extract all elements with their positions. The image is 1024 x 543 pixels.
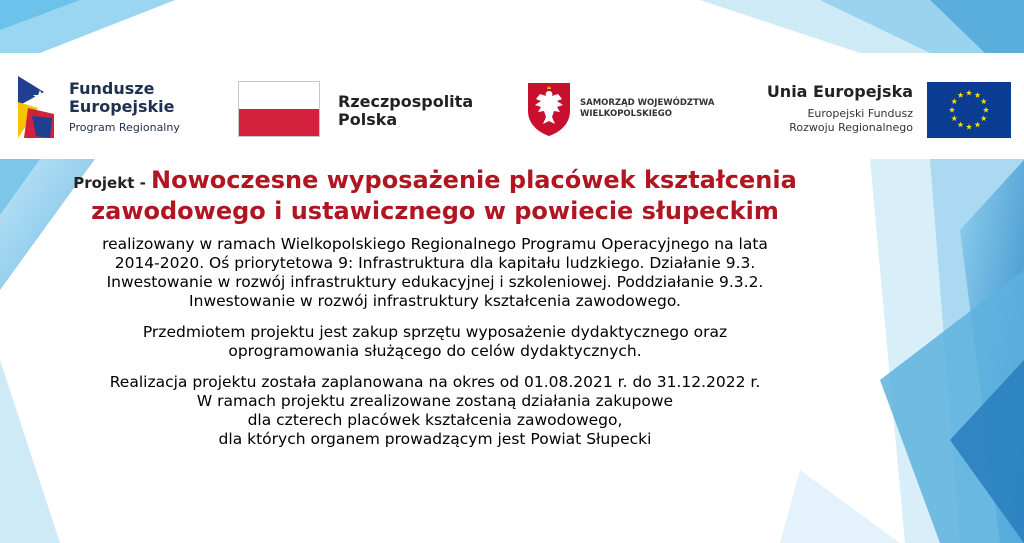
fundusze-line1: Fundusze bbox=[69, 79, 155, 98]
fundusze-line3: Program Regionalny bbox=[69, 121, 180, 134]
logo-strip bbox=[0, 53, 1024, 159]
fundusze-europejskie-emblem-icon bbox=[14, 72, 56, 142]
rzeczpospolita-line1: Rzeczpospolita bbox=[338, 92, 474, 111]
program-paragraph: realizowany w ramach Wielkopolskiego Regionalnego Programu Operacyjnego na lata 2014-2020. Oś priorytetowa 9: Infrastruktura dla kapitału ludzkiego. Działanie 9.3. Inwestowanie w rozwój infrastruktury edukacyjnej i szkoleniowej. Poddziałanie 9.3.2. Inwestowanie w rozwój infrastruktury kształcenia zawodowego. bbox=[102, 235, 768, 310]
samorzad-line1: SAMORZĄD WOJEWÓDZTWA bbox=[580, 98, 715, 108]
project-description bbox=[70, 166, 800, 461]
timeline-paragraph: Realizacja projektu została zaplanowana na okres od 01.08.2021 r. do 31.12.2022 r. W ramach projektu zrealizowane zostaną działania zakupowe dla czterech placówek kształcenia zawodowego, dla których organem prowadzącym jest Powiat Słupecki bbox=[109, 373, 761, 448]
project-title-line2: zawodowego i ustawicznego w powiecie słupeckim bbox=[91, 197, 779, 225]
fundusze-europejskie-logo bbox=[14, 72, 204, 142]
unia-europejska-logo bbox=[748, 77, 1014, 143]
samorzad-line2: WIELKOPOLSKIEGO bbox=[580, 109, 672, 119]
unia-europejska-sub1: Europejski Fundusz bbox=[807, 107, 913, 120]
subject-paragraph: Przedmiotem projektu jest zakup sprzętu wyposażenie dydaktycznego oraz oprogramowania służącego do celów dydaktycznych. bbox=[142, 323, 728, 360]
unia-europejska-title: Unia Europejska bbox=[766, 82, 913, 101]
eu-flag-icon bbox=[927, 82, 1011, 138]
project-title bbox=[70, 166, 800, 197]
rzeczpospolita-line2: Polska bbox=[338, 110, 398, 129]
unia-europejska-sub2: Rozwoju Regionalnego bbox=[789, 121, 913, 134]
rzeczpospolita-polska-logo bbox=[238, 81, 498, 141]
samorzad-wojewodztwa-logo bbox=[526, 81, 726, 141]
fundusze-line2: Europejskie bbox=[69, 97, 175, 116]
project-title-line1: Nowoczesne wyposażenie placówek kształcenia bbox=[151, 166, 797, 194]
poland-flag-icon bbox=[238, 81, 320, 137]
eagle-shield-icon bbox=[526, 81, 572, 137]
project-label: Projekt - bbox=[73, 174, 152, 192]
